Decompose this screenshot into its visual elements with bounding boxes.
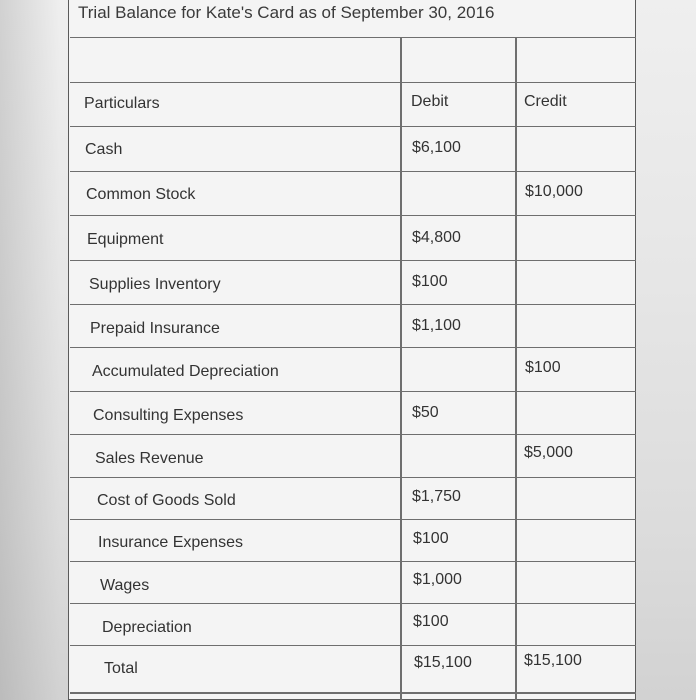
row-debit: $1,100 [412,317,461,334]
row-particular: Consulting Expenses [93,407,244,424]
table-row [70,260,636,304]
table-row [70,391,636,435]
row-particular: Accumulated Depreciation [92,363,279,380]
row-particular: Common Stock [86,186,196,203]
table-row [70,215,636,259]
row-particular: Insurance Expenses [98,534,243,551]
row-debit: $6,100 [412,139,461,156]
row-debit: $100 [412,273,448,290]
table-bottom-border [70,692,636,694]
row-debit: $4,800 [412,229,461,246]
table-row [70,347,636,391]
table-row [70,561,636,603]
row-debit: $1,000 [413,571,462,588]
table-row [70,304,636,348]
table-top-border [70,37,636,38]
row-debit: $50 [412,404,439,421]
row-particular: Cash [85,141,123,158]
row-credit: $10,000 [525,183,583,200]
row-debit: $1,750 [412,488,461,505]
row-particular: Equipment [87,231,164,248]
total-debit: $15,100 [414,654,472,671]
table-row [70,434,636,478]
row-particular: Cost of Goods Sold [97,492,236,509]
table-header-row [70,82,636,126]
header-particulars: Particulars [84,95,160,112]
row-particular: Sales Revenue [95,450,204,467]
shadow [0,0,60,700]
header-debit: Debit [411,93,449,110]
total-label: Total [104,660,138,677]
row-credit: $100 [525,359,561,376]
document-title: Trial Balance for Kate's Card as of September 30, 2016 [78,3,495,22]
table-total-row [70,645,636,692]
row-debit: $100 [413,613,449,630]
row-particular: Prepaid Insurance [90,320,220,337]
header-credit: Credit [524,93,567,110]
row-debit: $100 [413,530,449,547]
row-particular: Supplies Inventory [89,276,221,293]
row-particular: Depreciation [102,619,192,636]
table-row [70,171,636,215]
total-credit: $15,100 [524,652,582,669]
table-row [70,477,636,519]
row-credit: $5,000 [524,444,573,461]
table-row [70,126,636,170]
row-particular: Wages [100,577,150,594]
table-row [70,603,636,645]
table-row [70,519,636,561]
